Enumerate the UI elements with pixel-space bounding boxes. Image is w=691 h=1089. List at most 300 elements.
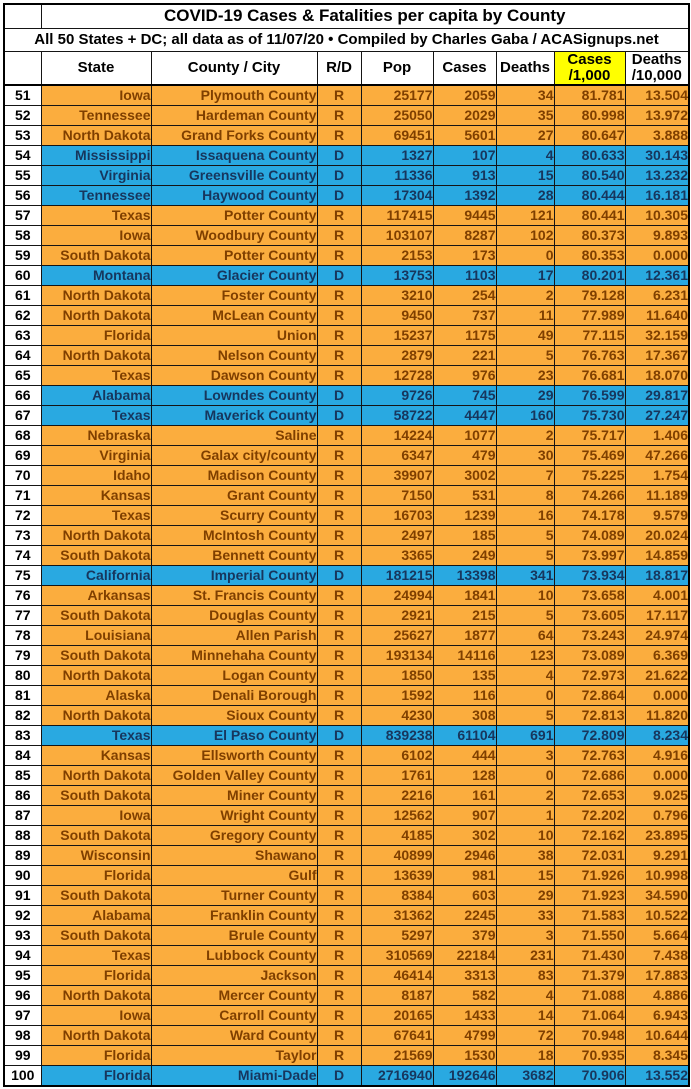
col-header-deaths-per-10000 xyxy=(625,51,689,85)
county-cell: Minnehaha County xyxy=(151,646,317,666)
deaths-cell: 64 xyxy=(496,626,554,646)
table-row xyxy=(4,826,689,846)
table-row xyxy=(4,286,689,306)
rank-cell: 77 xyxy=(4,606,41,626)
deaths-per-10000-cell: 27.247 xyxy=(625,406,689,426)
covid-table xyxy=(3,3,690,1087)
table-row xyxy=(4,646,689,666)
state-cell: Virginia xyxy=(41,446,151,466)
deaths-cell: 5 xyxy=(496,546,554,566)
cases-per-1000-cell: 71.088 xyxy=(554,986,625,1006)
county-cell: Sioux County xyxy=(151,706,317,726)
deaths-cell: 121 xyxy=(496,206,554,226)
state-cell: North Dakota xyxy=(41,306,151,326)
pop-cell: 7150 xyxy=(361,486,433,506)
cases-cell: 745 xyxy=(433,386,496,406)
deaths-per-10000-cell: 9.291 xyxy=(625,846,689,866)
cases-per-1000-cell: 72.653 xyxy=(554,786,625,806)
rank-cell: 70 xyxy=(4,466,41,486)
deaths-per-10000-cell: 3.888 xyxy=(625,126,689,146)
deaths-cell: 29 xyxy=(496,386,554,406)
state-cell: Florida xyxy=(41,866,151,886)
rank-cell: 54 xyxy=(4,146,41,166)
table-row xyxy=(4,686,689,706)
state-cell: Kansas xyxy=(41,486,151,506)
deaths-cell: 0 xyxy=(496,246,554,266)
cases-per-1000-cell: 72.031 xyxy=(554,846,625,866)
pop-cell: 1761 xyxy=(361,766,433,786)
deaths-per-10000-cell: 47.266 xyxy=(625,446,689,466)
state-cell: Florida xyxy=(41,1066,151,1087)
table-row xyxy=(4,866,689,886)
county-cell: Logan County xyxy=(151,666,317,686)
table-row xyxy=(4,726,689,746)
rank-cell: 91 xyxy=(4,886,41,906)
deaths-cell: 2 xyxy=(496,786,554,806)
table-row xyxy=(4,526,689,546)
cases-per-1000-cell: 73.243 xyxy=(554,626,625,646)
party-cell: R xyxy=(317,986,361,1006)
cases-per-1000-cell: 80.201 xyxy=(554,266,625,286)
pop-cell: 2716940 xyxy=(361,1066,433,1087)
party-cell: R xyxy=(317,586,361,606)
rank-cell: 67 xyxy=(4,406,41,426)
cases-cell: 1877 xyxy=(433,626,496,646)
state-cell: Tennessee xyxy=(41,186,151,206)
cases-rate-label-line2: /1,000 xyxy=(568,66,611,84)
state-cell: South Dakota xyxy=(41,646,151,666)
party-cell: R xyxy=(317,706,361,726)
cases-cell: 61104 xyxy=(433,726,496,746)
deaths-per-10000-cell: 30.143 xyxy=(625,146,689,166)
rank-cell: 93 xyxy=(4,926,41,946)
cases-cell: 479 xyxy=(433,446,496,466)
rank-cell: 78 xyxy=(4,626,41,646)
table-row xyxy=(4,766,689,786)
state-cell: North Dakota xyxy=(41,526,151,546)
cases-per-1000-cell: 73.605 xyxy=(554,606,625,626)
rank-cell: 81 xyxy=(4,686,41,706)
deaths-cell: 5 xyxy=(496,346,554,366)
rank-cell: 82 xyxy=(4,706,41,726)
party-cell: R xyxy=(317,546,361,566)
pop-cell: 1327 xyxy=(361,146,433,166)
cases-per-1000-cell: 75.469 xyxy=(554,446,625,466)
county-cell: Galax city/county xyxy=(151,446,317,466)
cases-per-1000-cell: 72.686 xyxy=(554,766,625,786)
cases-cell: 444 xyxy=(433,746,496,766)
pop-cell: 69451 xyxy=(361,126,433,146)
state-cell: Arkansas xyxy=(41,586,151,606)
table-row xyxy=(4,446,689,466)
party-cell: R xyxy=(317,946,361,966)
cases-per-1000-cell: 71.064 xyxy=(554,1006,625,1026)
state-cell: Texas xyxy=(41,506,151,526)
cases-cell: 185 xyxy=(433,526,496,546)
county-cell: Taylor xyxy=(151,1046,317,1066)
pop-cell: 181215 xyxy=(361,566,433,586)
table-row xyxy=(4,466,689,486)
deaths-per-10000-cell: 10.644 xyxy=(625,1026,689,1046)
cases-cell: 249 xyxy=(433,546,496,566)
table-row xyxy=(4,846,689,866)
deaths-cell: 17 xyxy=(496,266,554,286)
state-cell: North Dakota xyxy=(41,126,151,146)
subtitle-row xyxy=(4,28,689,51)
party-cell: R xyxy=(317,366,361,386)
state-cell: Louisiana xyxy=(41,626,151,646)
county-cell: Jackson xyxy=(151,966,317,986)
cases-cell: 116 xyxy=(433,686,496,706)
county-cell: Dawson County xyxy=(151,366,317,386)
county-cell: Miami-Dade xyxy=(151,1066,317,1087)
cases-cell: 2029 xyxy=(433,106,496,126)
rank-cell: 99 xyxy=(4,1046,41,1066)
county-cell: Nelson County xyxy=(151,346,317,366)
cases-cell: 2245 xyxy=(433,906,496,926)
party-cell: R xyxy=(317,206,361,226)
pop-cell: 2879 xyxy=(361,346,433,366)
rank-cell: 55 xyxy=(4,166,41,186)
party-cell: R xyxy=(317,306,361,326)
state-cell: California xyxy=(41,566,151,586)
county-cell: Franklin County xyxy=(151,906,317,926)
deaths-per-10000-cell: 1.754 xyxy=(625,466,689,486)
deaths-cell: 4 xyxy=(496,666,554,686)
county-cell: Grant County xyxy=(151,486,317,506)
county-cell: St. Francis County xyxy=(151,586,317,606)
pop-cell: 12562 xyxy=(361,806,433,826)
deaths-per-10000-cell: 9.025 xyxy=(625,786,689,806)
table-row xyxy=(4,506,689,526)
state-cell: Tennessee xyxy=(41,106,151,126)
deaths-cell: 18 xyxy=(496,1046,554,1066)
cases-cell: 737 xyxy=(433,306,496,326)
table-row xyxy=(4,306,689,326)
rank-cell: 79 xyxy=(4,646,41,666)
column-header-row xyxy=(4,51,689,85)
table-row xyxy=(4,606,689,626)
deaths-cell: 341 xyxy=(496,566,554,586)
rank-cell: 76 xyxy=(4,586,41,606)
deaths-cell: 4 xyxy=(496,986,554,1006)
pop-cell: 6347 xyxy=(361,446,433,466)
county-cell: McLean County xyxy=(151,306,317,326)
cases-per-1000-cell: 71.430 xyxy=(554,946,625,966)
cases-per-1000-cell: 71.550 xyxy=(554,926,625,946)
rank-cell: 85 xyxy=(4,766,41,786)
table-row xyxy=(4,986,689,1006)
pop-cell: 839238 xyxy=(361,726,433,746)
deaths-per-10000-cell: 7.438 xyxy=(625,946,689,966)
party-cell: R xyxy=(317,426,361,446)
party-cell: R xyxy=(317,486,361,506)
col-header-county: County / City xyxy=(151,51,317,85)
pop-cell: 1592 xyxy=(361,686,433,706)
deaths-cell: 30 xyxy=(496,446,554,466)
rank-cell: 97 xyxy=(4,1006,41,1026)
state-cell: Texas xyxy=(41,726,151,746)
cases-per-1000-cell: 73.658 xyxy=(554,586,625,606)
pop-cell: 2153 xyxy=(361,246,433,266)
cases-per-1000-cell: 75.717 xyxy=(554,426,625,446)
party-cell: D xyxy=(317,566,361,586)
rank-cell: 89 xyxy=(4,846,41,866)
county-cell: McIntosh County xyxy=(151,526,317,546)
pop-cell: 3365 xyxy=(361,546,433,566)
deaths-cell: 3 xyxy=(496,746,554,766)
cases-cell: 9445 xyxy=(433,206,496,226)
state-cell: North Dakota xyxy=(41,666,151,686)
col-header-deaths: Deaths xyxy=(496,51,554,85)
cases-cell: 913 xyxy=(433,166,496,186)
deaths-per-10000-cell: 5.664 xyxy=(625,926,689,946)
table-row xyxy=(4,226,689,246)
cases-cell: 976 xyxy=(433,366,496,386)
deaths-per-10000-cell: 6.231 xyxy=(625,286,689,306)
pop-cell: 103107 xyxy=(361,226,433,246)
col-header-cases: Cases xyxy=(433,51,496,85)
deaths-per-10000-cell: 11.189 xyxy=(625,486,689,506)
county-cell: Mercer County xyxy=(151,986,317,1006)
table-row xyxy=(4,1006,689,1026)
cases-cell: 8287 xyxy=(433,226,496,246)
deaths-cell: 1 xyxy=(496,806,554,826)
party-cell: R xyxy=(317,246,361,266)
party-cell: D xyxy=(317,1066,361,1087)
county-cell: Ellsworth County xyxy=(151,746,317,766)
rank-cell: 83 xyxy=(4,726,41,746)
deaths-cell: 15 xyxy=(496,866,554,886)
pop-cell: 3210 xyxy=(361,286,433,306)
table-row xyxy=(4,1066,689,1087)
deaths-per-10000-cell: 6.943 xyxy=(625,1006,689,1026)
cases-per-1000-cell: 75.730 xyxy=(554,406,625,426)
table-subtitle: All 50 States + DC; all data as of 11/07/20 • Compiled by Charles Gaba / ACASignups.net xyxy=(4,28,689,51)
deaths-per-10000-cell: 17.117 xyxy=(625,606,689,626)
party-cell: R xyxy=(317,126,361,146)
cases-per-1000-cell: 73.089 xyxy=(554,646,625,666)
corner-cell xyxy=(4,4,41,28)
cases-cell: 5601 xyxy=(433,126,496,146)
cases-per-1000-cell: 74.266 xyxy=(554,486,625,506)
table-row xyxy=(4,326,689,346)
cases-cell: 173 xyxy=(433,246,496,266)
cases-per-1000-cell: 72.813 xyxy=(554,706,625,726)
table-row xyxy=(4,786,689,806)
county-cell: Imperial County xyxy=(151,566,317,586)
cases-cell: 582 xyxy=(433,986,496,1006)
cases-cell: 1392 xyxy=(433,186,496,206)
table-row xyxy=(4,906,689,926)
deaths-cell: 10 xyxy=(496,826,554,846)
county-cell: Gulf xyxy=(151,866,317,886)
cases-cell: 379 xyxy=(433,926,496,946)
deaths-cell: 5 xyxy=(496,606,554,626)
deaths-per-10000-cell: 0.000 xyxy=(625,246,689,266)
deaths-per-10000-cell: 8.234 xyxy=(625,726,689,746)
rank-cell: 94 xyxy=(4,946,41,966)
rank-cell: 88 xyxy=(4,826,41,846)
cases-cell: 1433 xyxy=(433,1006,496,1026)
state-cell: North Dakota xyxy=(41,706,151,726)
state-cell: Iowa xyxy=(41,806,151,826)
deaths-per-10000-cell: 20.024 xyxy=(625,526,689,546)
rank-cell: 68 xyxy=(4,426,41,446)
deaths-per-10000-cell: 29.817 xyxy=(625,386,689,406)
cases-per-1000-cell: 72.864 xyxy=(554,686,625,706)
table-body xyxy=(4,85,689,1086)
state-cell: Texas xyxy=(41,206,151,226)
pop-cell: 8187 xyxy=(361,986,433,1006)
pop-cell: 12728 xyxy=(361,366,433,386)
table-row xyxy=(4,746,689,766)
party-cell: R xyxy=(317,806,361,826)
state-cell: Iowa xyxy=(41,226,151,246)
cases-per-1000-cell: 74.089 xyxy=(554,526,625,546)
cases-per-1000-cell: 70.948 xyxy=(554,1026,625,1046)
county-cell: Hardeman County xyxy=(151,106,317,126)
table-row xyxy=(4,926,689,946)
rank-cell: 95 xyxy=(4,966,41,986)
state-cell: Kansas xyxy=(41,746,151,766)
rank-cell: 73 xyxy=(4,526,41,546)
county-cell: Issaquena County xyxy=(151,146,317,166)
cases-cell: 2946 xyxy=(433,846,496,866)
party-cell: R xyxy=(317,786,361,806)
deaths-per-10000-cell: 14.859 xyxy=(625,546,689,566)
deaths-cell: 102 xyxy=(496,226,554,246)
deaths-cell: 83 xyxy=(496,966,554,986)
deaths-cell: 11 xyxy=(496,306,554,326)
pop-cell: 67641 xyxy=(361,1026,433,1046)
cases-per-1000-cell: 70.906 xyxy=(554,1066,625,1087)
pop-cell: 2921 xyxy=(361,606,433,626)
state-cell: North Dakota xyxy=(41,346,151,366)
county-cell: Haywood County xyxy=(151,186,317,206)
county-cell: Turner County xyxy=(151,886,317,906)
county-cell: Plymouth County xyxy=(151,85,317,106)
cases-per-1000-cell: 77.115 xyxy=(554,326,625,346)
rank-cell: 98 xyxy=(4,1026,41,1046)
cases-per-1000-cell: 80.633 xyxy=(554,146,625,166)
rank-cell: 51 xyxy=(4,85,41,106)
cases-cell: 3313 xyxy=(433,966,496,986)
deaths-cell: 3682 xyxy=(496,1066,554,1087)
cases-cell: 1175 xyxy=(433,326,496,346)
cases-per-1000-cell: 72.162 xyxy=(554,826,625,846)
cases-per-1000-cell: 76.763 xyxy=(554,346,625,366)
pop-cell: 25177 xyxy=(361,85,433,106)
deaths-per-10000-cell: 13.504 xyxy=(625,85,689,106)
party-cell: D xyxy=(317,726,361,746)
deaths-per-10000-cell: 9.893 xyxy=(625,226,689,246)
rank-cell: 61 xyxy=(4,286,41,306)
county-cell: Lowndes County xyxy=(151,386,317,406)
col-header-rank xyxy=(4,51,41,85)
rank-cell: 65 xyxy=(4,366,41,386)
deaths-per-10000-cell: 23.895 xyxy=(625,826,689,846)
deaths-per-10000-cell: 10.522 xyxy=(625,906,689,926)
county-cell: Maverick County xyxy=(151,406,317,426)
deaths-cell: 27 xyxy=(496,126,554,146)
cases-per-1000-cell: 77.989 xyxy=(554,306,625,326)
cases-cell: 1841 xyxy=(433,586,496,606)
pop-cell: 14224 xyxy=(361,426,433,446)
pop-cell: 16703 xyxy=(361,506,433,526)
rank-cell: 57 xyxy=(4,206,41,226)
deaths-per-10000-cell: 0.000 xyxy=(625,766,689,786)
deaths-cell: 16 xyxy=(496,506,554,526)
cases-per-1000-cell: 72.202 xyxy=(554,806,625,826)
deaths-cell: 0 xyxy=(496,766,554,786)
party-cell: R xyxy=(317,226,361,246)
party-cell: R xyxy=(317,866,361,886)
state-cell: South Dakota xyxy=(41,926,151,946)
pop-cell: 25050 xyxy=(361,106,433,126)
pop-cell: 13753 xyxy=(361,266,433,286)
table-row xyxy=(4,146,689,166)
rank-cell: 80 xyxy=(4,666,41,686)
party-cell: R xyxy=(317,626,361,646)
pop-cell: 2216 xyxy=(361,786,433,806)
deaths-per-10000-cell: 17.367 xyxy=(625,346,689,366)
cases-cell: 4447 xyxy=(433,406,496,426)
county-cell: Bennett County xyxy=(151,546,317,566)
party-cell: R xyxy=(317,106,361,126)
cases-cell: 221 xyxy=(433,346,496,366)
cases-cell: 1103 xyxy=(433,266,496,286)
table-row xyxy=(4,126,689,146)
deaths-per-10000-cell: 17.883 xyxy=(625,966,689,986)
pop-cell: 25627 xyxy=(361,626,433,646)
table-row xyxy=(4,106,689,126)
state-cell: South Dakota xyxy=(41,246,151,266)
county-cell: Woodbury County xyxy=(151,226,317,246)
deaths-per-10000-cell: 32.159 xyxy=(625,326,689,346)
table-row xyxy=(4,486,689,506)
cases-per-1000-cell: 71.583 xyxy=(554,906,625,926)
party-cell: R xyxy=(317,85,361,106)
rank-cell: 59 xyxy=(4,246,41,266)
table-row xyxy=(4,166,689,186)
county-cell: Wright County xyxy=(151,806,317,826)
party-cell: R xyxy=(317,646,361,666)
rank-cell: 90 xyxy=(4,866,41,886)
cases-per-1000-cell: 72.763 xyxy=(554,746,625,766)
rank-cell: 62 xyxy=(4,306,41,326)
deaths-cell: 15 xyxy=(496,166,554,186)
table-row xyxy=(4,546,689,566)
deaths-per-10000-cell: 13.552 xyxy=(625,1066,689,1087)
table-row xyxy=(4,406,689,426)
table-row xyxy=(4,186,689,206)
state-cell: Texas xyxy=(41,946,151,966)
deaths-cell: 49 xyxy=(496,326,554,346)
cases-per-1000-cell: 80.373 xyxy=(554,226,625,246)
deaths-cell: 691 xyxy=(496,726,554,746)
county-cell: Madison County xyxy=(151,466,317,486)
cases-cell: 128 xyxy=(433,766,496,786)
table-row xyxy=(4,426,689,446)
party-cell: R xyxy=(317,286,361,306)
county-cell: Potter County xyxy=(151,246,317,266)
deaths-cell: 34 xyxy=(496,85,554,106)
cases-cell: 1239 xyxy=(433,506,496,526)
state-cell: Florida xyxy=(41,1046,151,1066)
rank-cell: 66 xyxy=(4,386,41,406)
col-header-state: State xyxy=(41,51,151,85)
